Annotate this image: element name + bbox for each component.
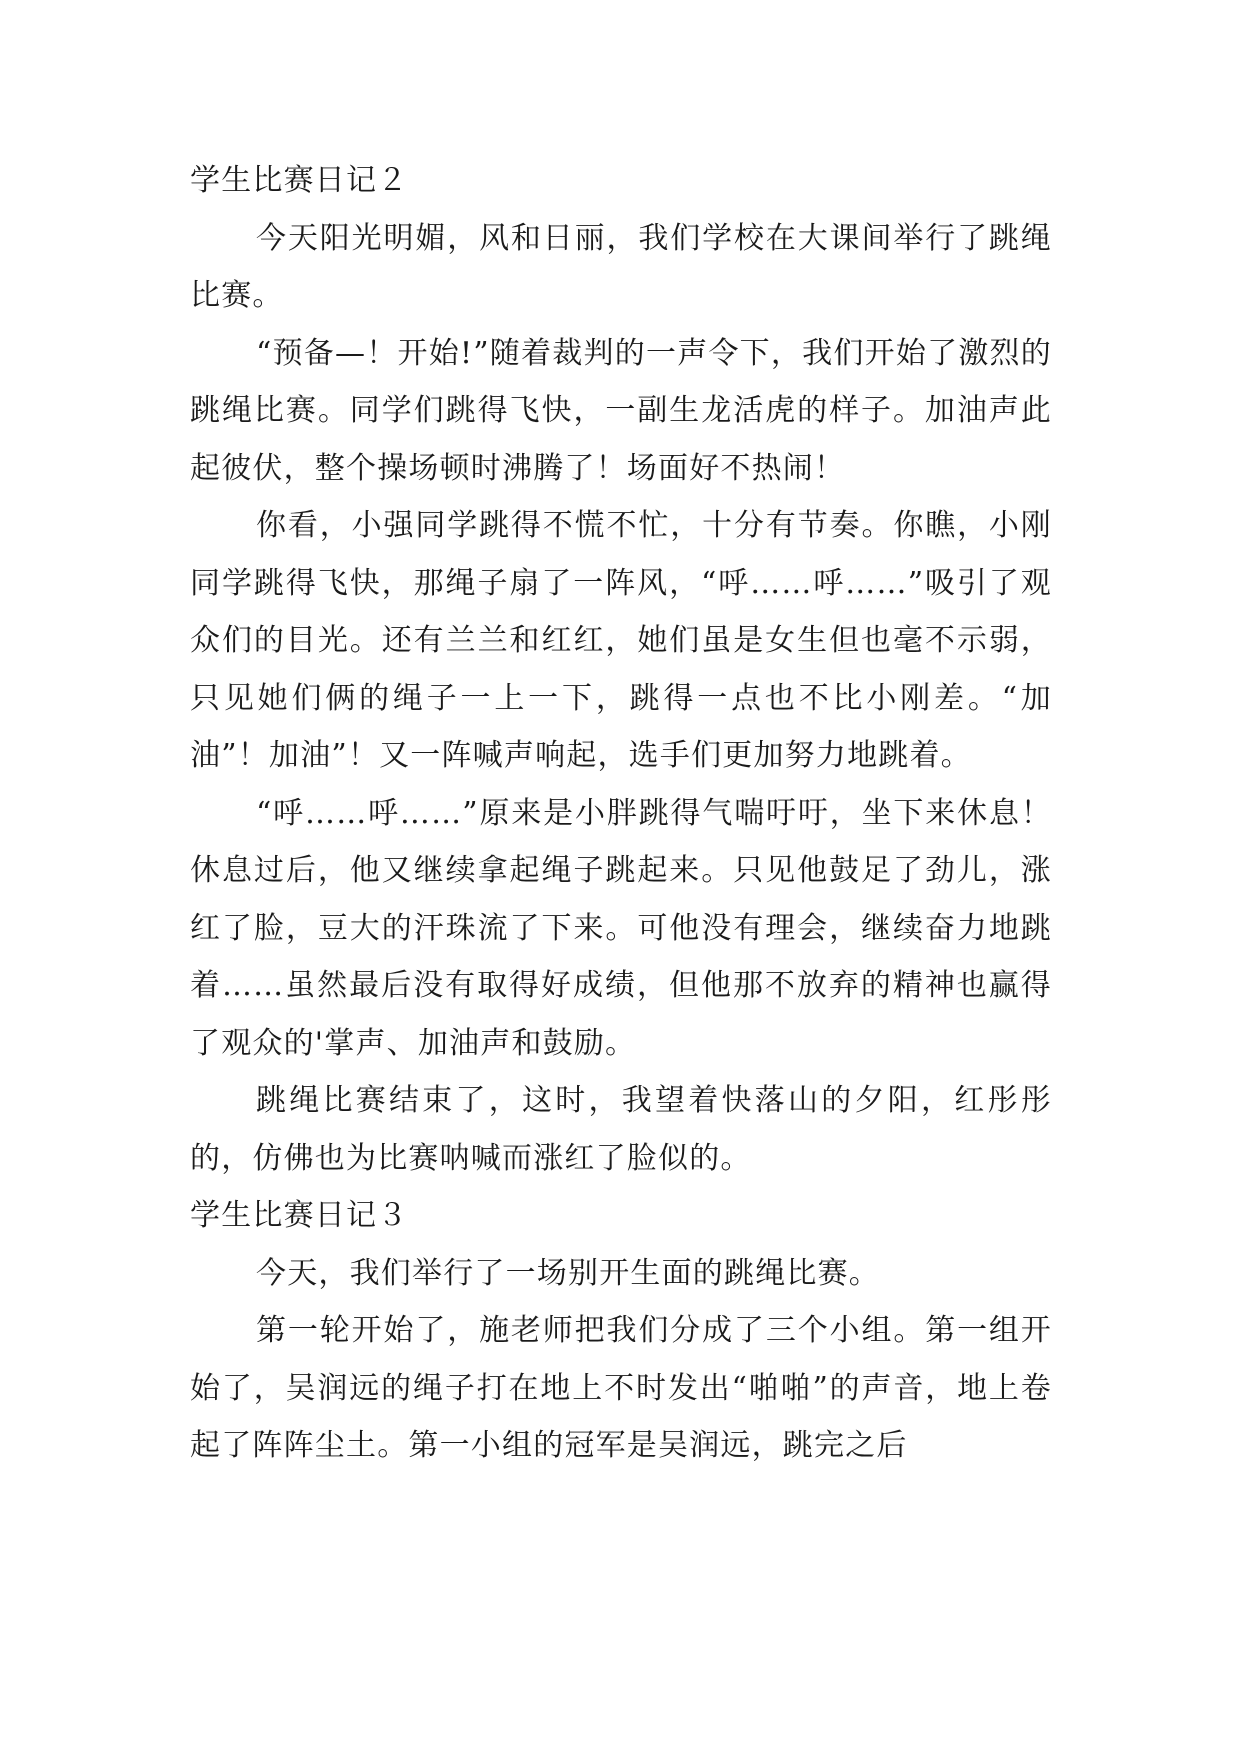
paragraph: 今天，我们举行了一场别开生面的跳绳比赛。 bbox=[256, 1255, 880, 1291]
section-diary-3 bbox=[190, 1187, 1052, 1475]
paragraph: 跳绳比赛结束了，这时，我望着快落山的夕阳，红彤彤的，仿佛也为比赛呐喊而涨红了脸似的。 bbox=[190, 1083, 1052, 1176]
paragraph: 今天阳光明媚，风和日丽，我们学校在大课间举行了跳绳比赛。 bbox=[190, 220, 1052, 313]
section-heading: 学生比赛日记３ bbox=[190, 1198, 409, 1233]
document-body bbox=[190, 152, 1052, 1475]
paragraph: “预备—！开始!”随着裁判的一声令下，我们开始了激烈的跳绳比赛。同学们跳得飞快，一副生龙活虎的样子。加油声此起彼伏，整个操场顿时沸腾了！场面好不热闹！ bbox=[190, 335, 1052, 486]
section-heading: 学生比赛日记２ bbox=[190, 163, 409, 198]
paragraph: 第一轮开始了，施老师把我们分成了三个小组。第一组开始了，吴润远的绳子打在地上不时发出“啪啪”的声音，地上卷起了阵阵尘土。第一小组的冠军是吴润远，跳完之后 bbox=[190, 1313, 1052, 1463]
section-diary-2 bbox=[190, 152, 1052, 1187]
paragraph: “呼……呼……”原来是小胖跳得气喘吁吁，坐下来休息！休息过后，他又继续拿起绳子跳起来。只见他鼓足了劲儿，涨红了脸，豆大的汗珠流了下来。可他没有理会，继续奋力地跳着……虽然最后没有取得好成绩，但他那不放弃的精神也赢得了观众的'掌声、加油声和鼓励。 bbox=[190, 795, 1052, 1061]
paragraph: 你看，小强同学跳得不慌不忙，十分有节奏。你瞧，小刚同学跳得飞快，那绳子扇了一阵风，“呼……呼……”吸引了观众们的目光。还有兰兰和红红，她们虽是女生但也毫不示弱，只见她们俩的绳子一上一下，跳得一点也不比小刚差。“加油”！加油”！又一阵喊声响起，选手们更加努力地跳着。 bbox=[190, 508, 1052, 773]
